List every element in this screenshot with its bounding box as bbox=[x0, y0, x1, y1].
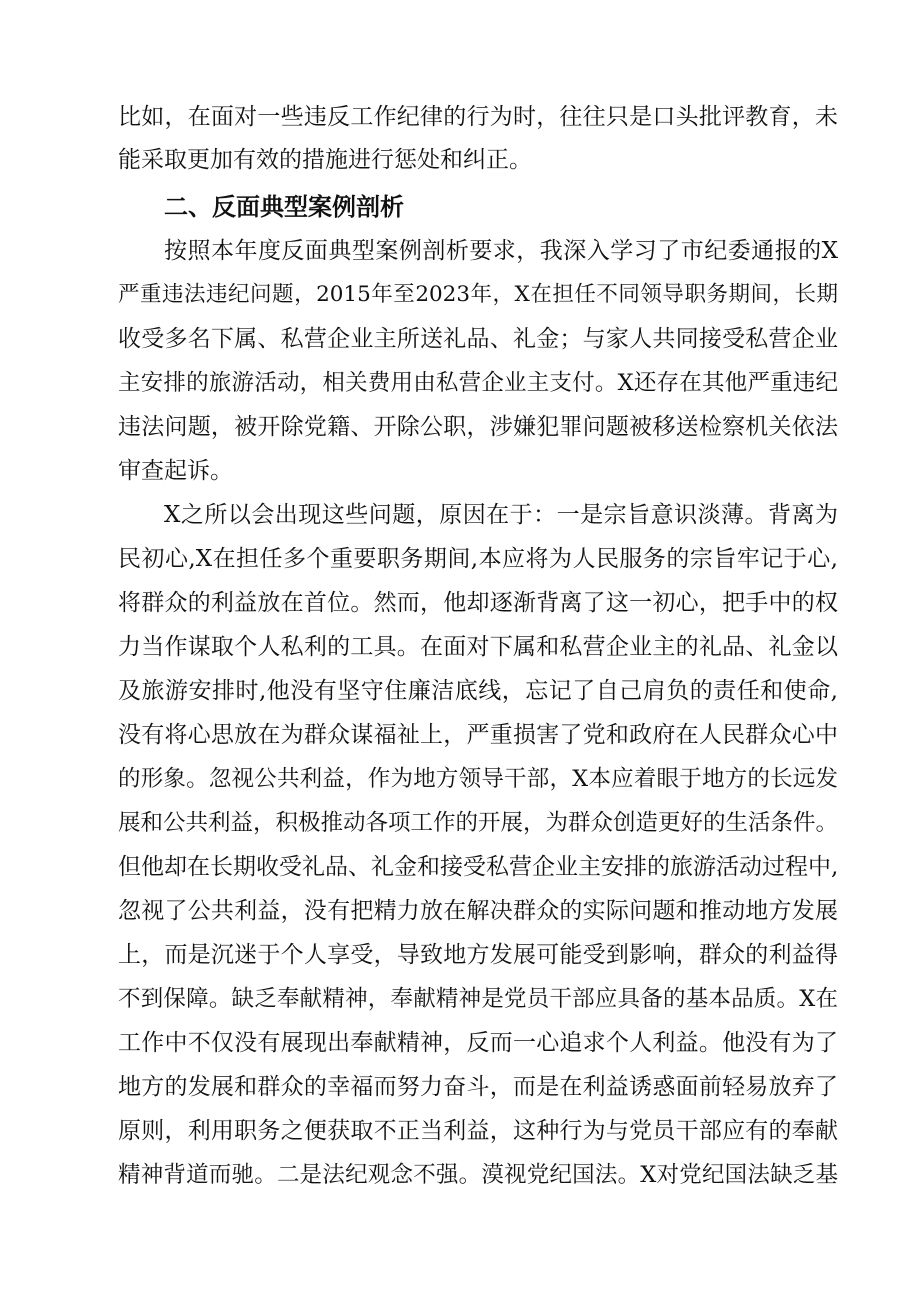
paragraph1-line: 审查起诉。 bbox=[118, 458, 233, 484]
paragraph1-line: 违法问题，被开除党籍、开除公职，涉嫌犯罪问题被移送检察机关依法 bbox=[118, 414, 838, 440]
paragraph2-line: 展和公共利益，积极推动各项工作的开展，为群众创造更好的生活条件。 bbox=[118, 810, 839, 836]
paragraph2-line: 但他却在长期收受礼品、礼金和接受私营企业主安排的旅游活动过程中, bbox=[118, 854, 839, 880]
section-heading: 二、反面典型案例剖析 bbox=[164, 193, 404, 221]
paragraph2-line: 的形象。忽视公共利益，作为地方领导干部，X本应着眼于地方的长远发 bbox=[118, 766, 838, 792]
paragraph2-line: 精神背道而驰。二是法纪观念不强。漠视党纪国法。X对党纪国法缺乏基 bbox=[118, 1162, 838, 1188]
paragraph1-line: 按照本年度反面典型案例剖析要求，我深入学习了市纪委通报的X bbox=[164, 238, 838, 264]
paragraph2-line: 民初心,X在担任多个重要职务期间,本应将为人民服务的宗旨牢记于心, bbox=[118, 546, 838, 572]
paragraph2-line: 原则，利用职务之便获取不正当利益，这种行为与党员干部应有的奉献 bbox=[118, 1118, 838, 1144]
paragraph2-line: 没有将心思放在为群众谋福祉上，严重损害了党和政府在人民群众心中 bbox=[118, 722, 838, 748]
paragraph2-line: 及旅游安排时,他没有坚守住廉洁底线，忘记了自己肩负的责任和使命, bbox=[118, 678, 838, 704]
paragraph2-line: X之所以会出现这些问题，原因在于：一是宗旨意识淡薄。背离为 bbox=[164, 502, 838, 528]
intro-line: 能采取更加有效的措施进行惩处和纠正。 bbox=[118, 147, 532, 173]
intro-line: 比如，在面对一些违反工作纪律的行为时，往往只是口头批评教育，未 bbox=[118, 104, 838, 130]
paragraph2-line: 忽视了公共利益，没有把精力放在解决群众的实际问题和推动地方发展 bbox=[118, 898, 838, 924]
paragraph2-line: 将群众的利益放在首位。然而，他却逐渐背离了这一初心，把手中的权 bbox=[118, 590, 838, 616]
paragraph1-line: 严重违法违纪问题，2015年至2023年，X在担任不同领导职务期间，长期 bbox=[118, 282, 838, 307]
paragraph2-line: 力当作谋取个人私利的工具。在面对下属和私营企业主的礼品、礼金以 bbox=[118, 634, 838, 660]
paragraph2-line: 不到保障。缺乏奉献精神，奉献精神是党员干部应具备的基本品质。X在 bbox=[118, 986, 838, 1012]
paragraph2-line: 上，而是沉迷于个人享受，导致地方发展可能受到影响，群众的利益得 bbox=[118, 942, 838, 968]
paragraph2-line: 工作中不仅没有展现出奉献精神，反而一心追求个人利益。他没有为了 bbox=[118, 1030, 838, 1056]
paragraph1-line: 主安排的旅游活动，相关费用由私营企业主支付。X还存在其他严重违纪 bbox=[118, 370, 838, 396]
paragraph1-line: 收受多名下属、私营企业主所送礼品、礼金；与家人共同接受私营企业 bbox=[118, 326, 838, 352]
paragraph2-line: 地方的发展和群众的幸福而努力奋斗，而是在利益诱惑面前轻易放弃了 bbox=[118, 1074, 838, 1100]
